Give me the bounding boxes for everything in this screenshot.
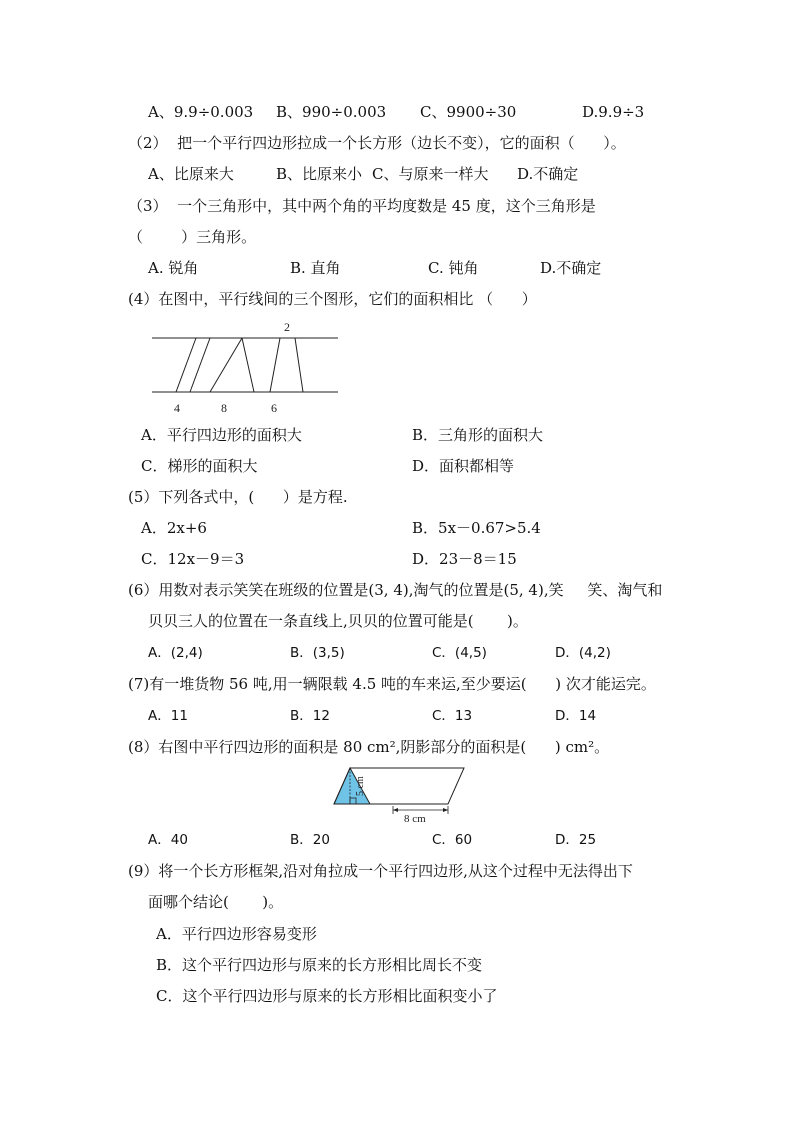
q6-stem-line2: 贝贝三人的位置在一条直线上,贝贝的位置可能是( )。 xyxy=(148,612,528,630)
q8-stem: (8）右图中平行四边形的面积是 80 cm²,阴影部分的面积是( ) cm²。 xyxy=(128,738,610,756)
q4-label-bottom-right: 6 xyxy=(271,401,277,415)
q1-option-a: A、9.9÷0.003 xyxy=(148,103,254,121)
q4-option-d: D．面积都相等 xyxy=(412,457,515,475)
q7-option-b: B．12 xyxy=(290,708,330,724)
q4-option-a: A．平行四边形的面积大 xyxy=(141,426,302,444)
q8-option-b: B．20 xyxy=(290,832,330,848)
q7-option-c: C．13 xyxy=(432,708,473,724)
q7-stem: (7)有一堆货物 56 吨,用一辆限载 4.5 吨的车来运,至少要运( ) 次才能运完。 xyxy=(128,675,656,693)
q4-option-c: C．梯形的面积大 xyxy=(141,457,258,475)
q4-label-bottom-left: 4 xyxy=(174,401,180,415)
q2-option-b: B、比原来小 xyxy=(276,165,363,183)
q2-option-c: C、与原来一样大 xyxy=(372,165,489,183)
q8-parallelogram-figure xyxy=(330,762,470,824)
q6-option-d: D．(4,2) xyxy=(555,645,611,661)
q2-option-d: D.不确定 xyxy=(517,165,579,183)
q1-option-d: D.9.9÷3 xyxy=(582,103,645,121)
q5-option-b: B．5x－0.67>5.4 xyxy=(412,519,541,537)
q4-parallel-lines-figure xyxy=(150,316,340,418)
q3-option-a: A. 锐角 xyxy=(148,259,199,277)
q6-option-b: B．(3,5) xyxy=(290,645,345,661)
q4-stem: (4）在图中，平行线间的三个图形，它们的面积相比 （ ） xyxy=(128,290,537,308)
q3-stem-line1: （3） 一个三角形中，其中两个角的平均度数是 45 度，这个三角形是 xyxy=(128,197,596,215)
q8-height-label: 5 cm xyxy=(355,776,366,796)
q3-option-c: C. 钝角 xyxy=(428,259,479,277)
q2-stem: （2） 把一个平行四边形拉成一个长方形（边长不变），它的面积（ ）。 xyxy=(128,134,626,152)
q3-option-b: B. 直角 xyxy=(290,259,341,277)
q5-option-a: A．2x+6 xyxy=(141,519,207,537)
q9-stem-line1: (9）将一个长方形框架,沿对角拉成一个平行四边形,从这个过程中无法得出下 xyxy=(128,862,633,880)
q8-option-d: D．25 xyxy=(555,832,597,848)
q4-option-b: B．三角形的面积大 xyxy=(412,426,544,444)
q9-option-a: A．平行四边形容易变形 xyxy=(156,925,317,943)
q3-option-d: D.不确定 xyxy=(540,259,602,277)
q4-label-bottom-mid: 8 xyxy=(221,401,227,415)
q9-stem-line2: 面哪个结论( )。 xyxy=(148,893,284,911)
q9-option-c: C．这个平行四边形与原来的长方形相比面积变小了 xyxy=(156,987,498,1005)
q6-option-c: C．(4,5) xyxy=(432,645,487,661)
q3-stem-line2: （ ）三角形。 xyxy=(128,228,257,246)
q8-option-a: A．40 xyxy=(148,832,188,848)
q5-stem: (5）下列各式中，( ）是方程. xyxy=(128,488,348,506)
q9-option-b: B．这个平行四边形与原来的长方形相比周长不变 xyxy=(156,956,483,974)
q1-option-b: B、990÷0.003 xyxy=(276,103,387,121)
q6-option-a: A．(2,4) xyxy=(148,645,203,661)
q8-base-label: 8 cm xyxy=(404,813,426,824)
q1-option-c: C、9900÷30 xyxy=(420,103,517,121)
q4-label-top: 2 xyxy=(284,320,290,334)
q7-option-d: D．14 xyxy=(555,708,597,724)
q8-option-c: C．60 xyxy=(432,832,473,848)
q5-option-d: D．23－8＝15 xyxy=(412,550,517,568)
q2-option-a: A、比原来大 xyxy=(148,165,234,183)
q6-stem-line1: (6）用数对表示笑笑在班级的位置是(3, 4),淘气的位置是(5, 4),笑 笑、淘气和 xyxy=(128,581,663,599)
q5-option-c: C．12x－9＝3 xyxy=(141,550,245,568)
q7-option-a: A．11 xyxy=(148,708,188,724)
